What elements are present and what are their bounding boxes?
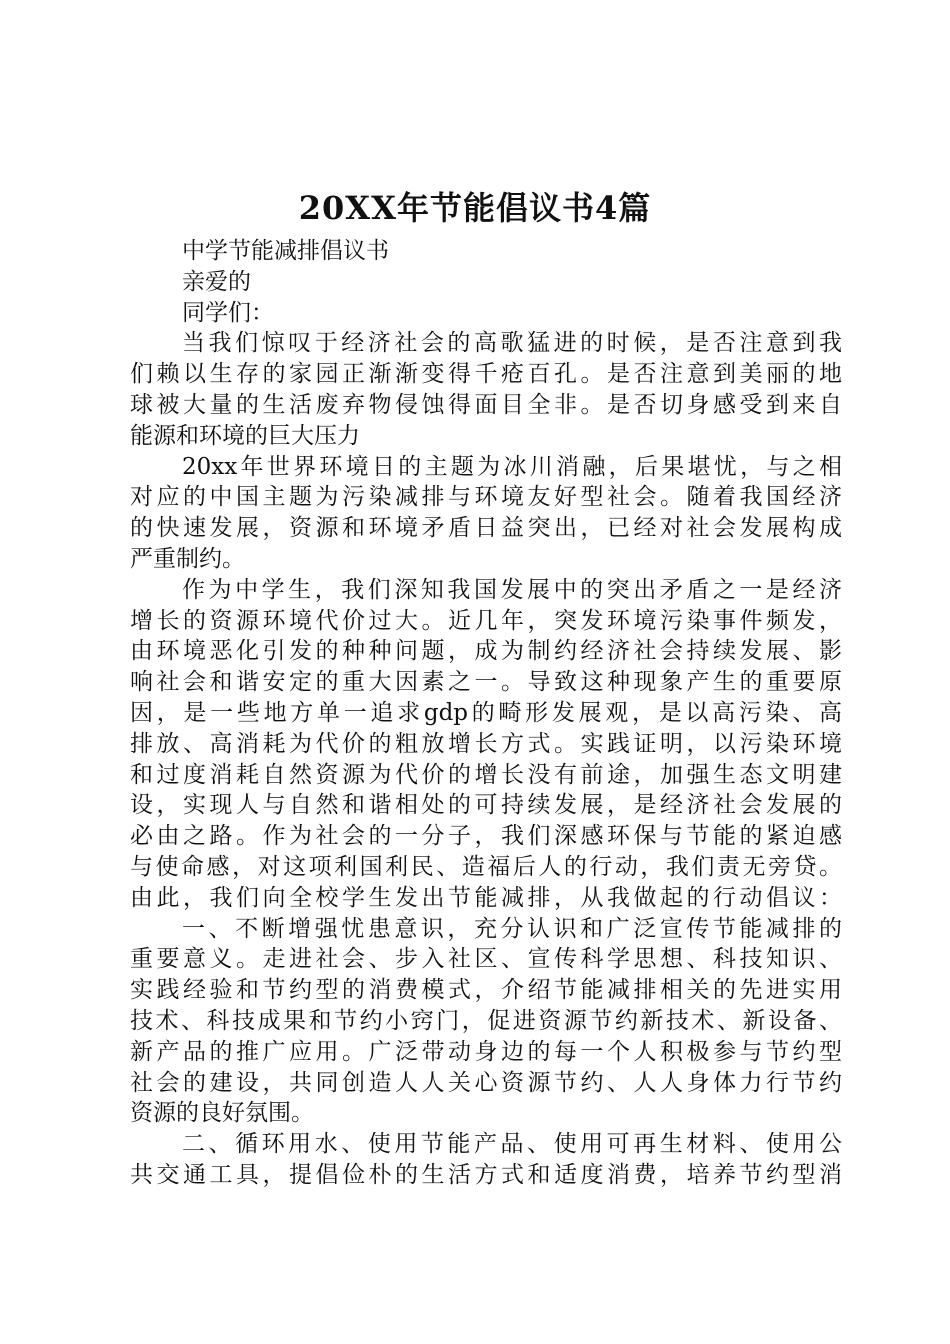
text-line: 实践经验和节约型的消费模式，介绍节能减排相关的先进实用 — [130, 977, 842, 1004]
text-line: 技术、科技成果和节约小窍门，促进资源节约新技术、新设备、 — [130, 1007, 842, 1034]
text-line: 增长的资源环境代价过大。近几年，突发环境污染事件频发， — [130, 607, 842, 634]
text-line: 一、不断增强忧患意识，充分认识和广泛宣传节能减排的 — [182, 915, 842, 942]
text-line: 严重制约。 — [130, 545, 245, 572]
text-line: 排放、高消耗为代价的粗放增长方式。实践证明，以污染环境 — [130, 730, 842, 757]
text-line: 能源和环境的巨大压力 — [130, 422, 360, 449]
text-line: 球被大量的生活废弃物侵蚀得面目全非。是否切身感受到来自 — [130, 391, 842, 418]
text-line: 资源的良好氛围。 — [130, 1100, 314, 1127]
text-line: 们赖以生存的家园正渐渐变得千疮百孔。是否注意到美丽的地 — [130, 361, 842, 388]
text-line: 20xx年世界环境日的主题为冰川消融，后果堪忧，与之相 — [182, 453, 842, 480]
text-line: 共交通工具，提倡俭朴的生活方式和适度消费，培养节约型消 — [130, 1161, 842, 1188]
text-line: 因，是一些地方单一追求gdp的畸形发展观，是以高污染、高 — [130, 699, 842, 726]
text-line: 亲爱的 — [182, 268, 251, 295]
text-line: 当我们惊叹于经济社会的高歌猛进的时候，是否注意到我 — [182, 330, 842, 357]
text-line: 设，实现人与自然和谐相处的可持续发展，是经济社会发展的 — [130, 792, 842, 819]
text-line: 社会的建设，共同创造人人关心资源节约、人人身体力行节约 — [130, 1069, 842, 1096]
text-line: 由此，我们向全校学生发出节能减排，从我做起的行动倡议： — [130, 884, 842, 911]
text-line: 和过度消耗自然资源为代价的增长没有前途，加强生态文明建 — [130, 761, 842, 788]
text-line: 的快速发展，资源和环境矛盾日益突出，已经对社会发展构成 — [130, 515, 842, 542]
text-line: 响社会和谐安定的重大因素之一。导致这种现象产生的重要原 — [130, 669, 842, 696]
text-line: 对应的中国主题为污染减排与环境友好型社会。随着我国经济 — [130, 484, 842, 511]
document-body — [130, 236, 842, 1191]
text-line: 同学们： — [182, 299, 274, 326]
text-line: 二、循环用水、使用节能产品、使用可再生材料、使用公 — [182, 1131, 842, 1158]
text-line: 中学节能减排倡议书 — [182, 238, 389, 264]
text-line: 由环境恶化引发的种种问题，成为制约经济社会持续发展、影 — [130, 638, 842, 665]
text-line: 作为中学生，我们深知我国发展中的突出矛盾之一是经济 — [182, 576, 842, 603]
text-line: 与使命感，对这项利国利民、造福后人的行动，我们责无旁贷。 — [130, 853, 842, 880]
document-title: 20XX年节能倡议书4篇 — [298, 189, 652, 227]
text-line: 新产品的推广应用。广泛带动身边的每一个人积极参与节约型 — [130, 1038, 842, 1065]
text-line: 必由之路。作为社会的一分子，我们深感环保与节能的紧迫感 — [130, 823, 842, 850]
text-line: 重要意义。走进社会、步入社区、宣传科学思想、科技知识、 — [130, 946, 842, 973]
